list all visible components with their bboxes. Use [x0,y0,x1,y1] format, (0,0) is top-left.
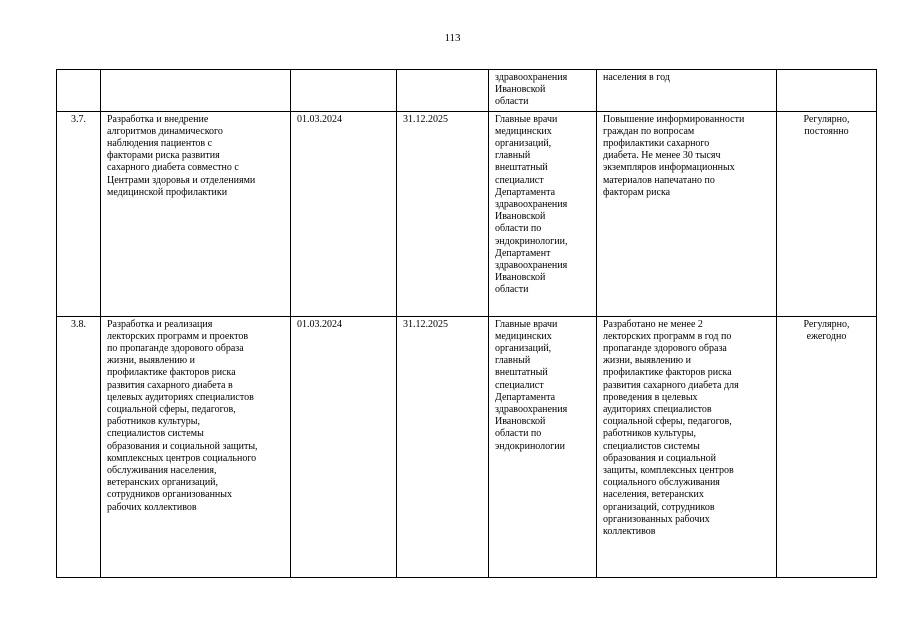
measures-table [56,69,877,578]
cell-measure-name [101,70,291,112]
cell-start-date: 01.03.2024 [291,111,397,316]
cell-result: Повышение информированности граждан по вопросам профилактики сахарного диабета. Не менее 30 тысяч экземпляров информационных материалов напечатано по факторам риска [597,111,777,316]
cell-end-date [397,70,489,112]
cell-end-date: 31.12.2025 [397,111,489,316]
cell-start-date [291,70,397,112]
cell-number: 3.7. [57,111,101,316]
cell-measure-name: Разработка и внедрение алгоритмов динамического наблюдения пациентов с факторами риска развития сахарного диабета совместно с Центрами здоровья и отделениями медицинской профилактики [101,111,291,316]
table-row-3-8 [57,316,877,577]
cell-end-date: 31.12.2025 [397,316,489,577]
cell-frequency: Регулярно, ежегодно [777,316,877,577]
cell-result: Разработано не менее 2 лекторских программ в год по пропаганде здорового образа жизни, выявлению и профилактике факторов риска развития сахарного диабета для проведения в целевых аудиториях специалистов социальной сферы, педагогов, работников культуры, специалистов системы образования и социальной защиты, комплексных центров социального обслуживания населения, ветеранских организаций, сотрудников организованных рабочих коллективов [597,316,777,577]
cell-start-date: 01.03.2024 [291,316,397,577]
cell-number: 3.8. [57,316,101,577]
table-row-continuation [57,70,877,112]
cell-responsible: здравоохранения Ивановской области [489,70,597,112]
cell-number [57,70,101,112]
cell-result: населения в год [597,70,777,112]
cell-responsible: Главные врачи медицинских организаций, главный внештатный специалист Департамента здравоохранения Ивановской области по эндокринологии [489,316,597,577]
table-row-3-7 [57,111,877,316]
cell-responsible: Главные врачи медицинских организаций, главный внештатный специалист Департамента здравоохранения Ивановской области по эндокринологии, Департамент здравоохранения Ивановской области [489,111,597,316]
cell-measure-name: Разработка и реализация лекторских программ и проектов по пропаганде здорового образа жизни, выявлению и профилактике факторов риска развития сахарного диабета в целевых аудиториях специалистов социальной сферы, педагогов, работников культуры, специалистов системы образования и социальной защиты, комплексных центров социального обслуживания населения, ветеранских организаций, сотрудников организованных рабочих коллективов [101,316,291,577]
cell-frequency: Регулярно, постоянно [777,111,877,316]
cell-frequency [777,70,877,112]
page-number: 113 [444,32,461,44]
